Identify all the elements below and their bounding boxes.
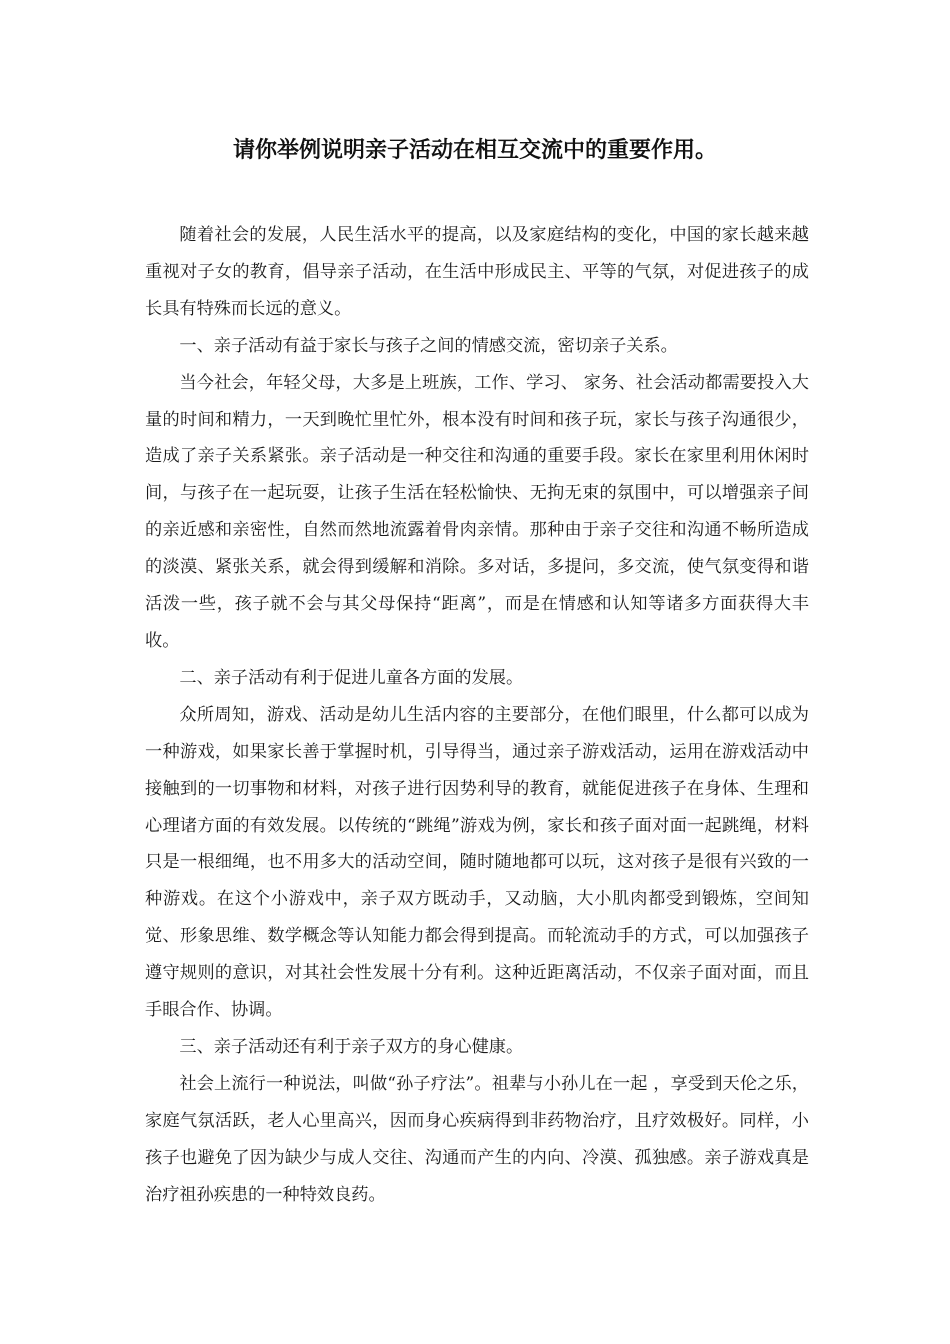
section-heading-1: 一、亲子活动有益于家长与孩子之间的情感交流，密切亲子关系。 <box>179 335 678 356</box>
document-title: 请你举例说明亲子活动在相互交流中的重要作用。 <box>232 138 717 163</box>
section-heading-2: 二、亲子活动有利于促进儿童各方面的发展。 <box>179 667 524 688</box>
paragraph-intro: 随着社会的发展，人民生活水平的提高，以及家庭结构的变化，中国的家长越来越重视对子女的教育，倡导亲子活动，在生活中形成民主、平等的气氛，对促进孩子的成长具有特殊而长远的意义。 <box>145 225 809 319</box>
paragraph-section-2: 众所周知，游戏、活动是幼儿生活内容的主要部分，在他们眼里，什么都可以成为一种游戏，如果家长善于掌握时机，引导得当，通过亲子游戏活动，运用在游戏活动中接触到的一切事物和材料，对孩子进行因势利导的教育，就能促进孩子在身体、生理和心理诸方面的有效发展。以传统的“跳绳”游戏为例，家长和孩子面对面一起跳绳，材料只是一根细绳，也不用多大的活动空间，随时随地都可以玩，这对孩子是很有兴致的一种游戏。在这个小游戏中，亲子双方既动手，又动脑，大小肌肉都受到锻炼，空间知觉、形象思维、数学概念等认知能力都会得到提高。而轮流动手的方式，可以加强孩子遵守规则的意识，对其社会性发展十分有利。这种近距离活动，不仅亲子面对面，而且手眼合作、协调。 <box>145 704 809 1021</box>
section-heading-3: 三、亲子活动还有利于亲子双方的身心健康。 <box>179 1036 524 1057</box>
document-body <box>145 217 809 1213</box>
paragraph-section-3: 社会上流行一种说法，叫做“孙子疗法”。祖辈与小孙儿在一起 ，享受到天伦之乐，家庭气氛活跃，老人心里高兴，因而身心疾病得到非药物治疗，且疗效极好。同样，小孩子也避免了因为缺少与成人交往、沟通而产生的内向、冷漠、孤独感。亲子游戏真是治疗祖孙疾患的一种特效良药。 <box>145 1073 809 1205</box>
paragraph-section-1: 当今社会，年轻父母，大多是上班族，工作、学习、 家务、社会活动都需要投入大量的时间和精力，一天到晚忙里忙外，根本没有时间和孩子玩，家长与孩子沟通很少，造成了亲子关系紧张。亲子活动是一种交往和沟通的重要手段。家长在家里利用休闲时间，与孩子在一起玩耍，让孩子生活在轻松愉快、无拘无束的氛围中，可以增强亲子间的亲近感和亲密性，自然而然地流露着骨肉亲情。那种由于亲子交往和沟通不畅所造成的淡漠、紧张关系，就会得到缓解和消除。多对话，多提问，多交流，使气氛变得和谐活泼一些，孩子就不会与其父母保持“距离”，而是在情感和认知等诸多方面获得大丰收。 <box>145 372 809 651</box>
